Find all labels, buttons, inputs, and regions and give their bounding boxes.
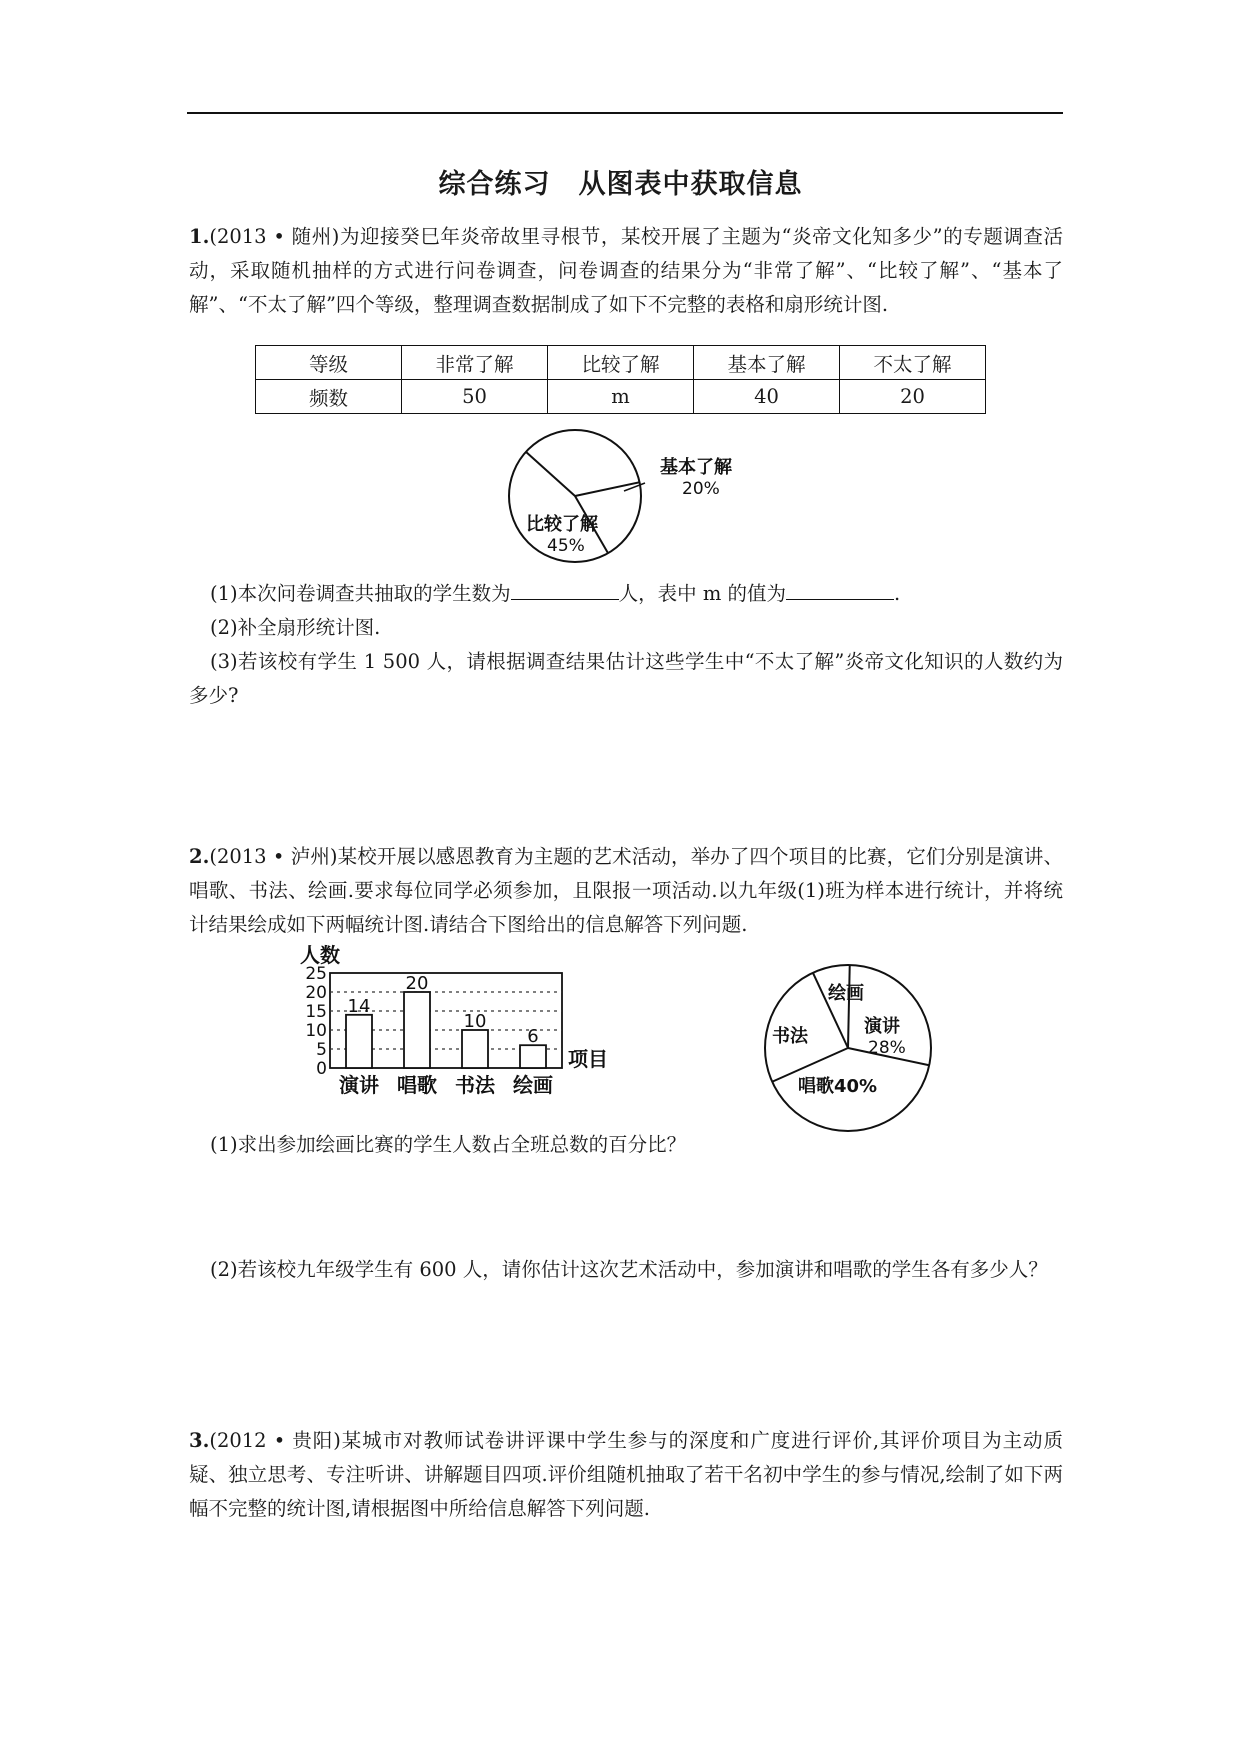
table-cell: 等级 [256, 346, 402, 380]
q3-text: (2012 • 贵阳)某城市对教师试卷讲评课中学生参与的深度和广度进行评价,其评价项目为主动质疑、独立思考、专注听讲、讲解题目四项.评价组随机抽取了若干名初中学生的参与情况,绘制了如下两幅不完整的统计图,请根据图中所给信息解答下列问题. [189, 1429, 1063, 1520]
table-cell: m [548, 380, 694, 414]
x-tick-label: 绘画 [513, 1073, 553, 1097]
pie-label-shufa: 书法 [772, 1026, 808, 1047]
q1-sub1-b: 人，表中 m 的值为 [618, 582, 787, 605]
bar [462, 1030, 488, 1068]
q1-stem [189, 220, 1063, 322]
table-cell: 比较了解 [548, 346, 694, 380]
q1-sub2: (2)补全扇形统计图. [210, 616, 381, 639]
bar [520, 1045, 546, 1068]
q2-stem [189, 840, 1063, 942]
q1-frequency-table [255, 345, 986, 414]
page-title: 综合练习 从图表中获取信息 [438, 169, 803, 200]
q1-sub3: (3)若该校有学生 1 500 人，请根据调查结果估计这些学生中“不太了解”炎帝文化知识的人数约为多少? [189, 650, 1063, 707]
bar [404, 992, 430, 1068]
pie-label-jiben-pct: 20% [682, 479, 720, 499]
q2-text: (2013 • 泸州)某校开展以感恩教育为主题的艺术活动，举办了四个项目的比赛，它们分别是演讲、唱歌、书法、绘画.要求每位同学必须参加，且限报一项活动.以九年级(1)班为样本进行统计，并将统计结果绘成如下两幅统计图.请结合下图给出的信息解答下列问题. [189, 845, 1063, 936]
y-tick-label: 5 [316, 1040, 327, 1060]
answer-blank[interactable] [786, 579, 894, 600]
pie-label-changge: 唱歌40% [798, 1076, 878, 1097]
table-cell: 50 [402, 380, 548, 414]
y-axis-title: 人数 [300, 943, 340, 967]
table-cell: 非常了解 [402, 346, 548, 380]
pie-slice-boundary [526, 452, 575, 496]
q3-stem [189, 1424, 1063, 1526]
table-row [256, 380, 986, 414]
pie-slice-boundary [848, 965, 850, 1048]
bar-data-label: 6 [527, 1026, 539, 1048]
pie-label-yanjiang-pct: 28% [868, 1038, 906, 1058]
x-tick-label: 书法 [455, 1073, 495, 1097]
table-cell: 20 [840, 380, 986, 414]
q2-number: 2. [189, 845, 210, 868]
table-cell: 不太了解 [840, 346, 986, 380]
answer-blank[interactable] [511, 579, 619, 600]
x-axis-title: 项目 [568, 1047, 608, 1071]
q2-sub2: (2)若该校九年级学生有 600 人，请你估计这次艺术活动中，参加演讲和唱歌的学生各有多少人？ [210, 1258, 1048, 1281]
bar-data-label: 20 [405, 973, 429, 994]
q1-sub1-a: (1)本次问卷调查共抽取的学生数为 [210, 582, 511, 605]
y-tick-label: 25 [305, 964, 327, 984]
pie-label-bijiao-pct: 45% [547, 536, 585, 556]
q1-text: (2013 • 随州)为迎接癸巳年炎帝故里寻根节，某校开展了主题为“炎帝文化知多少”的专题调查活动，采取随机抽样的方式进行问卷调查，问卷调查的结果分为“非常了解”、“比较了解”、“基本了解”、“不太了解”四个等级，整理调查数据制成了如下不完整的表格和扇形统计图. [189, 225, 1063, 316]
header-rule [187, 112, 1063, 114]
y-tick-label: 15 [305, 1002, 327, 1022]
table-cell: 基本了解 [694, 346, 840, 380]
q1-pie-chart [500, 425, 760, 570]
table-cell: 40 [694, 380, 840, 414]
pie-label-bijiao-name: 比较了解 [526, 514, 598, 535]
x-tick-label: 演讲 [339, 1073, 379, 1097]
y-tick-label: 10 [305, 1021, 327, 1041]
q2-bar-chart [300, 940, 700, 1115]
q2-pie-chart [760, 960, 940, 1140]
q3-number: 3. [189, 1429, 210, 1452]
pie-label-yanjiang: 演讲 [864, 1016, 900, 1037]
q1-sub1-c: . [894, 582, 901, 605]
pie-label-huihua: 绘画 [828, 983, 864, 1004]
x-tick-label: 唱歌 [397, 1073, 437, 1097]
bar-data-label: 10 [463, 1011, 487, 1032]
table-row [256, 346, 986, 380]
bar-data-label: 14 [347, 995, 371, 1017]
q1-sub1 [210, 577, 1063, 611]
y-tick-label: 20 [305, 983, 327, 1003]
pie-label-jiben-name: 基本了解 [660, 457, 732, 478]
y-tick-label: 0 [316, 1059, 327, 1079]
bar [346, 1015, 372, 1068]
q2-sub1: (1)求出参加绘画比赛的学生人数占全班总数的百分比？ [210, 1133, 687, 1156]
table-cell: 频数 [256, 380, 402, 414]
q1-number: 1. [189, 225, 210, 248]
